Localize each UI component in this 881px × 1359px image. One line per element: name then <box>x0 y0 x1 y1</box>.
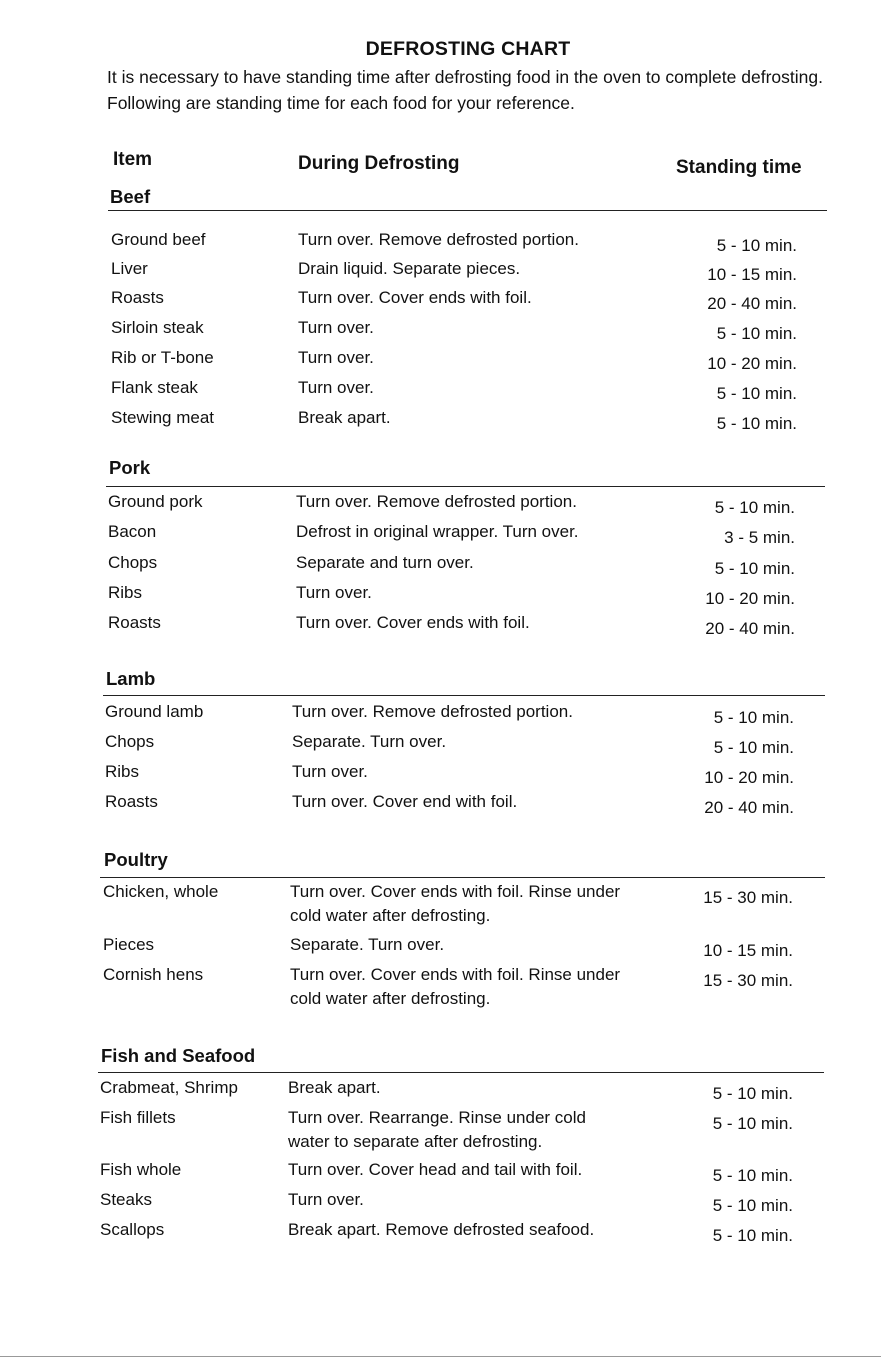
standing-time-cell: 5 - 10 min. <box>712 1166 793 1185</box>
section-divider <box>106 486 825 487</box>
item-cell: Steaks <box>100 1190 152 1209</box>
item-cell: Ground lamb <box>105 702 204 721</box>
standing-time-cell: 5 - 10 min. <box>712 1114 793 1133</box>
item-cell: Fish whole <box>100 1160 182 1179</box>
item-cell: Ground beef <box>111 230 206 249</box>
standing-time-cell: 5 - 10 min. <box>712 1196 793 1215</box>
section-title: Pork <box>109 457 151 478</box>
item-cell: Ribs <box>108 583 143 602</box>
item-cell: Crabmeat, Shrimp <box>100 1078 238 1097</box>
standing-time-cell: 10 - 15 min. <box>707 265 797 284</box>
standing-time-cell: 3 - 5 min. <box>724 528 795 547</box>
standing-time-cell: 15 - 30 min. <box>703 971 793 990</box>
item-cell: Chops <box>105 732 155 751</box>
page-title: DEFROSTING CHART <box>365 38 571 60</box>
item-cell: Rib or T-bone <box>111 348 214 367</box>
section-divider <box>108 210 827 211</box>
during-defrosting-cell: Turn over. <box>298 318 374 337</box>
column-header-item: Item <box>113 149 153 170</box>
item-cell: Chicken, whole <box>103 882 219 901</box>
during-defrosting-cell: Separate. Turn over. <box>292 732 447 751</box>
standing-time-cell: 5 - 10 min. <box>716 236 797 255</box>
during-defrosting-cell: Turn over. Cover ends with foil. Rinse under cold water after defrosting. <box>290 882 621 925</box>
item-cell: Roasts <box>105 792 158 811</box>
during-defrosting-cell: Turn over. Cover end with foil. <box>292 792 518 811</box>
during-defrosting-cell: Turn over. Remove defrosted portion. <box>296 492 577 511</box>
during-defrosting-cell: Turn over. Cover ends with foil. <box>298 288 532 307</box>
standing-time-cell: 5 - 10 min. <box>713 708 794 727</box>
column-header-during-defrosting: During Defrosting <box>298 153 460 174</box>
section-title: Beef <box>110 186 151 207</box>
standing-time-cell: 10 - 15 min. <box>703 941 793 960</box>
item-cell: Flank steak <box>111 378 198 397</box>
item-cell: Fish fillets <box>100 1108 176 1127</box>
during-defrosting-cell: Turn over. <box>292 762 368 781</box>
item-cell: Sirloin steak <box>111 318 204 337</box>
during-defrosting-cell: Turn over. Cover ends with foil. Rinse under cold water after defrosting. <box>290 965 621 1008</box>
standing-time-cell: 5 - 10 min. <box>712 1226 793 1245</box>
item-cell: Roasts <box>111 288 164 307</box>
during-defrosting-cell: Defrost in original wrapper. Turn over. <box>296 522 579 541</box>
standing-time-cell: 10 - 20 min. <box>707 354 797 373</box>
standing-time-cell: 10 - 20 min. <box>704 768 794 787</box>
standing-time-cell: 5 - 10 min. <box>716 414 797 433</box>
standing-time-cell: 10 - 20 min. <box>705 589 795 608</box>
standing-time-cell: 5 - 10 min. <box>714 498 795 517</box>
item-cell: Liver <box>111 259 148 278</box>
during-defrosting-cell: Turn over. Remove defrosted portion. <box>298 230 579 249</box>
item-cell: Scallops <box>100 1220 165 1239</box>
section-divider <box>100 877 825 878</box>
item-cell: Bacon <box>108 522 157 541</box>
item-cell: Ground pork <box>108 492 203 511</box>
during-defrosting-cell: Break apart. <box>298 408 391 427</box>
item-cell: Chops <box>108 553 158 572</box>
during-defrosting-cell: Turn over. Rearrange. Rinse under cold water to separate after defrosting. <box>288 1108 586 1151</box>
standing-time-cell: 5 - 10 min. <box>713 738 794 757</box>
item-cell: Cornish hens <box>103 965 204 984</box>
during-defrosting-cell: Turn over. <box>288 1190 364 1209</box>
during-defrosting-cell: Turn over. <box>296 583 372 602</box>
standing-time-cell: 5 - 10 min. <box>712 1084 793 1103</box>
standing-time-cell: 20 - 40 min. <box>707 294 797 313</box>
standing-time-cell: 5 - 10 min. <box>714 559 795 578</box>
during-defrosting-cell: Drain liquid. Separate pieces. <box>298 259 521 278</box>
section-title: Fish and Seafood <box>101 1045 256 1066</box>
intro-paragraph: It is necessary to have standing time after defrosting food in the oven to complete defrosting. Following are standing time for each food for your reference. <box>107 67 823 113</box>
during-defrosting-cell: Turn over. Cover ends with foil. <box>296 613 530 632</box>
standing-time-cell: 5 - 10 min. <box>716 384 797 403</box>
during-defrosting-cell: Turn over. Remove defrosted portion. <box>292 702 573 721</box>
during-defrosting-cell: Separate. Turn over. <box>290 935 445 954</box>
during-defrosting-cell: Turn over. <box>298 378 374 397</box>
standing-time-cell: 20 - 40 min. <box>704 798 794 817</box>
column-header-standing-time: Standing time <box>676 157 802 178</box>
during-defrosting-cell: Turn over. Cover head and tail with foil. <box>288 1160 583 1179</box>
during-defrosting-cell: Separate and turn over. <box>296 553 474 572</box>
item-cell: Pieces <box>103 935 155 954</box>
item-cell: Ribs <box>105 762 140 781</box>
standing-time-cell: 20 - 40 min. <box>705 619 795 638</box>
during-defrosting-cell: Turn over. <box>298 348 374 367</box>
section-title: Lamb <box>106 668 156 689</box>
during-defrosting-cell: Break apart. Remove defrosted seafood. <box>288 1220 595 1239</box>
item-cell: Stewing meat <box>111 408 214 427</box>
bottom-divider <box>0 1356 881 1357</box>
item-cell: Roasts <box>108 613 161 632</box>
standing-time-cell: 5 - 10 min. <box>716 324 797 343</box>
section-title: Poultry <box>104 849 168 870</box>
section-divider <box>98 1072 824 1073</box>
standing-time-cell: 15 - 30 min. <box>703 888 793 907</box>
section-divider <box>103 695 825 696</box>
during-defrosting-cell: Break apart. <box>288 1078 381 1097</box>
